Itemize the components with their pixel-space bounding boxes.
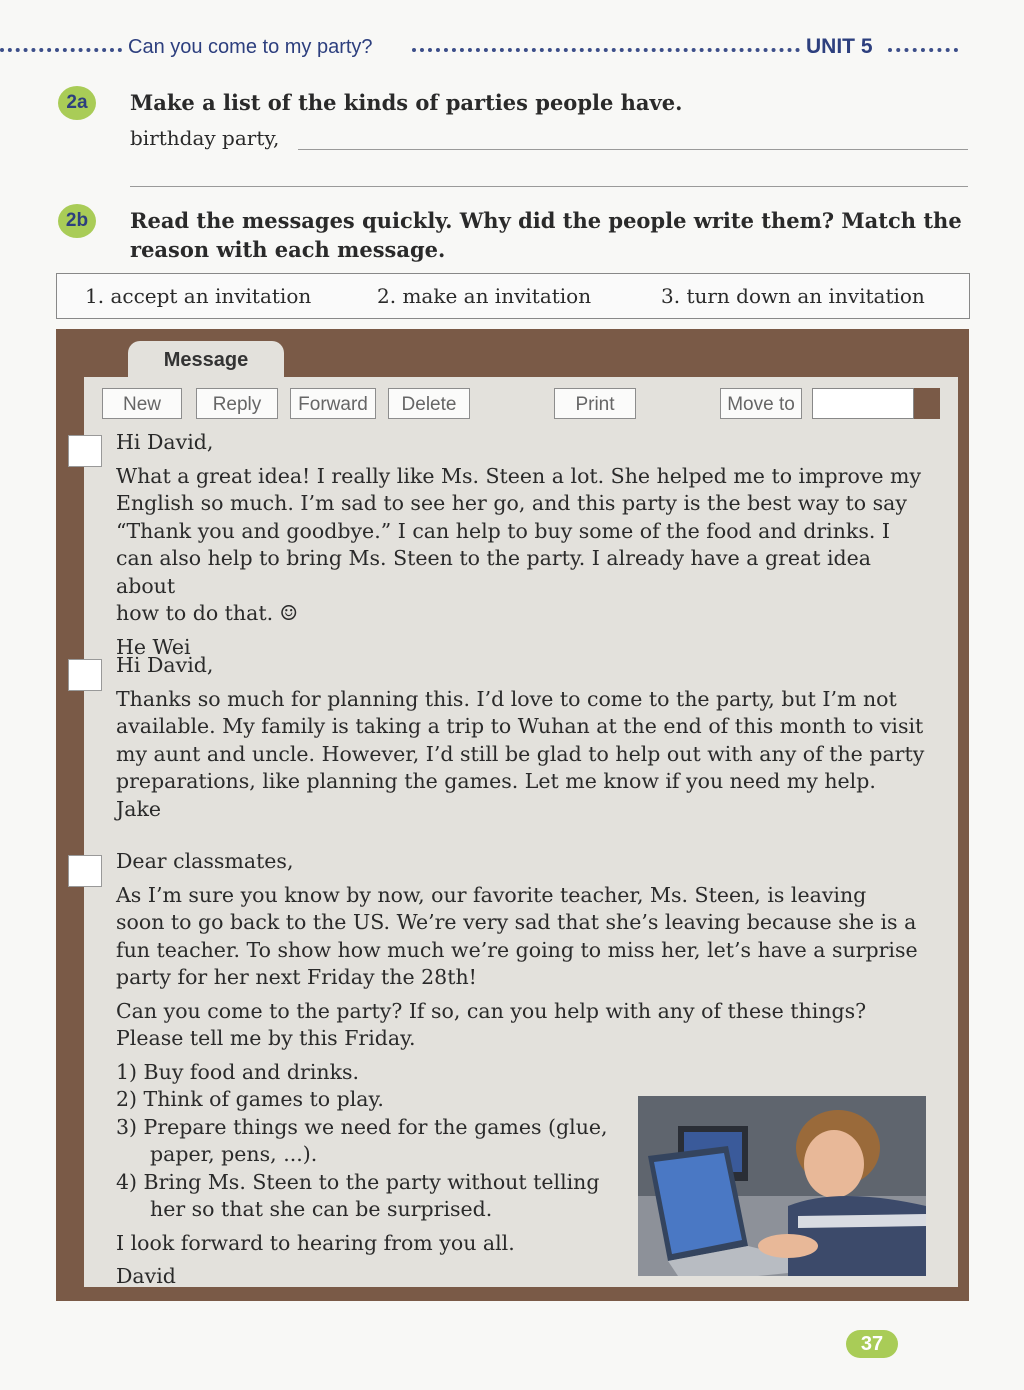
message-1-line: can also help to bring Ms. Steen to the party. I already have a great idea about: [116, 546, 872, 598]
move-to-field[interactable]: [812, 388, 914, 419]
forward-button[interactable]: Forward: [290, 388, 376, 419]
header-dots-right: [888, 48, 958, 52]
example-2a: birthday party,: [130, 126, 280, 150]
header-unit: UNIT 5: [806, 35, 873, 58]
header-dots-left: [0, 48, 122, 52]
tab-message[interactable]: Message: [128, 341, 284, 385]
message-3-checkbox[interactable]: [68, 855, 102, 887]
message-1-line: how to do that. ☺: [116, 601, 298, 625]
message-3-greeting: Dear classmates,: [116, 849, 294, 873]
message-2-signature: Jake: [116, 796, 161, 821]
message-3-line: fun teacher. To show how much we’re going to miss her, let’s have a surprise: [116, 937, 918, 962]
message-3-line: As I’m sure you know by now, our favorite teacher, Ms. Steen, is leaving: [116, 882, 867, 907]
page-number: 37: [846, 1330, 898, 1358]
delete-button[interactable]: Delete: [388, 388, 470, 419]
message-2: [116, 652, 936, 823]
header-title: Can you come to my party?: [128, 36, 373, 58]
options-box: [56, 273, 970, 319]
option-turn-down: 3. turn down an invitation: [661, 284, 925, 308]
move-to-dropdown[interactable]: [914, 388, 940, 419]
message-2-line: Thanks so much for planning this. I’d love to come to the party, but I’m not: [116, 686, 897, 711]
instruction-2a: Make a list of the kinds of parties people have.: [130, 90, 683, 115]
message-3-line: soon to go back to the US. We’re very sad that she’s leaving because she is a: [116, 910, 917, 934]
message-1: [116, 429, 936, 661]
message-1-signature: He Wei: [116, 634, 191, 659]
list-item: 3) Prepare things we need for the games (glue, paper, pens, ...).: [116, 1114, 608, 1166]
page-header: [0, 34, 1024, 64]
message-3-line: party for her next Friday the 28th!: [116, 965, 477, 989]
message-1-greeting: Hi David,: [116, 430, 214, 454]
message-2-line: preparations, like planning the games. Let me know if you need my help.: [116, 769, 876, 793]
message-window: [56, 329, 969, 1301]
message-3-closing: I look forward to hearing from you all.: [116, 1230, 515, 1255]
instruction-2b-line1: Read the messages quickly. Why did the people write them? Match the: [130, 208, 962, 233]
list-item: 2) Think of games to play.: [116, 1087, 384, 1111]
badge-2a: 2a: [58, 86, 96, 120]
header-dots-middle: [412, 48, 800, 52]
message-panel: [84, 377, 958, 1287]
option-make: 2. make an invitation: [377, 284, 592, 308]
message-1-line: “Thank you and goodbye.” I can help to buy some of the food and drinks. I: [116, 518, 891, 543]
message-1-checkbox[interactable]: [68, 435, 102, 467]
reply-button[interactable]: Reply: [196, 388, 278, 419]
message-1-line: English so much. I’m sad to see her go, and this party is the best way to say: [116, 491, 907, 515]
new-button[interactable]: New: [102, 388, 182, 419]
print-button[interactable]: Print: [554, 388, 636, 419]
list-item: 4) Bring Ms. Steen to the party without telling her so that she can be surprised.: [116, 1169, 600, 1221]
boy-laptop-photo: [638, 1096, 926, 1276]
message-3-line: Can you come to the party? If so, can you help with any of these things?: [116, 998, 867, 1023]
message-2-checkbox[interactable]: [68, 659, 102, 691]
message-2-greeting: Hi David,: [116, 653, 214, 677]
option-accept: 1. accept an invitation: [85, 284, 312, 308]
list-item: 1) Buy food and drinks.: [116, 1059, 360, 1084]
message-2-line: my aunt and uncle. However, I’d still be glad to help out with any of the party: [116, 741, 925, 766]
message-2-line: available. My family is taking a trip to Wuhan at the end of this month to visit: [116, 714, 924, 738]
instruction-2b-line2: reason with each message.: [130, 237, 446, 262]
move-to-button[interactable]: Move to: [720, 388, 802, 419]
photo-illustration: [638, 1096, 926, 1276]
badge-2b: 2b: [58, 204, 96, 238]
answer-line-2[interactable]: [130, 186, 968, 187]
message-3-signature: David: [116, 1264, 176, 1288]
answer-line-1[interactable]: [298, 149, 968, 150]
message-3-line: Please tell me by this Friday.: [116, 1026, 416, 1050]
message-1-line: What a great idea! I really like Ms. Steen a lot. She helped me to improve my: [116, 463, 922, 488]
